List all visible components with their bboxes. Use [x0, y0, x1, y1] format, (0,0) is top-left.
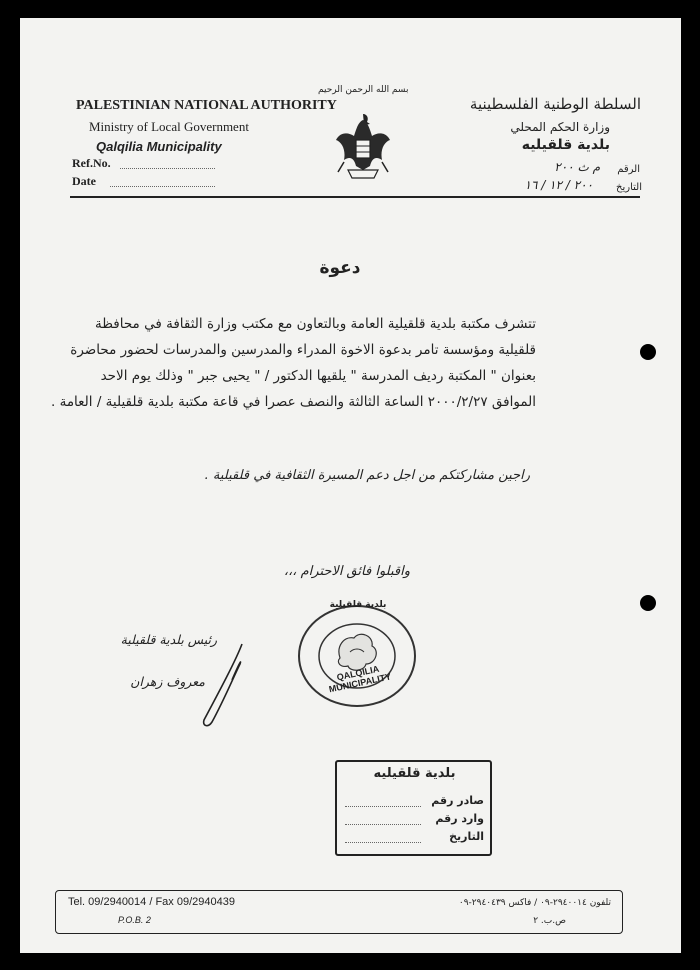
- ar-ref-value: م ث ٢٠٠: [554, 160, 600, 174]
- basmala: بسم الله الرحمن الرحيم: [318, 85, 409, 95]
- body-line-3: بعنوان " المكتبة رديف المدرسة " يلقيها الدكتور / " يحيى جبر " وذلك يوم الاحد: [100, 368, 536, 384]
- letter-page: [20, 18, 681, 953]
- received-dotline: [345, 824, 421, 825]
- closing-line: واقبلوا فائق الاحترام ،،،: [283, 564, 410, 579]
- footer-pob: P.O.B. 2: [118, 915, 151, 925]
- issued-label: صادر رقم: [431, 794, 484, 807]
- ar-authority: السلطة الوطنية الفلسطينية: [469, 95, 641, 113]
- hope-line: راجين مشاركتكم من اجل دعم المسيرة الثقافية في قلقيلية .: [204, 468, 530, 483]
- en-municipality: Qalqilia Municipality: [96, 139, 222, 154]
- signature-title: رئيس بلدية قلقيلية: [120, 632, 217, 647]
- en-authority: PALESTINIAN NATIONAL AUTHORITY: [76, 98, 337, 113]
- en-ministry: Ministry of Local Government: [89, 119, 249, 134]
- issued-dotline: [345, 806, 421, 807]
- letter-title: دعوة: [319, 258, 361, 278]
- en-ref-label: Ref.No.: [72, 156, 111, 170]
- signatory-name: معروف زهران: [130, 674, 205, 689]
- body-line-1: تتشرف مكتبة بلدية قلقيلية العامة وبالتعاون مع مكتب وزارة الثقافة في محافظة: [94, 316, 536, 332]
- ar-date-value: ٢٠٠ / ١٢ / ١٦: [524, 178, 593, 192]
- stamp-date-label: التاريخ: [449, 830, 484, 843]
- ref-dotline: [120, 168, 215, 169]
- en-date-label: Date: [72, 174, 96, 188]
- punch-hole-bottom: [640, 595, 656, 611]
- body-line-4: الموافق ٢٠٠٠/٢/٢٧ الساعة الثالثة والنصف عصرا في قاعة مكتبة بلدية قلقيلية / العامة .: [51, 394, 536, 410]
- footer-box: [55, 890, 623, 934]
- eagle-emblem-icon: [334, 110, 392, 184]
- stamp-date-dotline: [345, 842, 421, 843]
- seal-arabic-text: بلدية قلقيلية: [329, 600, 387, 610]
- ar-municipality: بلدية قلقيليه: [521, 137, 610, 153]
- footer-ar-pob: ص.ب. ٢: [533, 916, 566, 926]
- punch-hole-top: [640, 344, 656, 360]
- ar-ministry: وزارة الحكم المحلي: [510, 120, 610, 134]
- ar-ref-label: الرقم: [617, 164, 640, 175]
- date-dotline: [110, 186, 215, 187]
- seal-english-text: QALQILIA MUNICIPALITY: [328, 663, 393, 695]
- header-rule: [70, 196, 640, 198]
- ar-date-label: التاريخ: [616, 182, 642, 193]
- footer-tel-fax: Tel. 09/2940014 / Fax 09/2940439: [68, 896, 235, 908]
- footer-ar-tel-fax: تلفون ٢٩٤٠٠١٤-٠٩ / فاكس ٢٩٤٠٤٣٩-٠٩: [458, 898, 611, 908]
- received-label: وارد رقم: [435, 812, 484, 825]
- body-line-2: قلقيلية ومؤسسة تامر بدعوة الاخوة المدراء والمدرسين والمدرسات لحضور محاضرة: [70, 342, 536, 358]
- registry-stamp: [335, 760, 492, 856]
- registry-title: بلدية قلقيليه: [373, 766, 456, 781]
